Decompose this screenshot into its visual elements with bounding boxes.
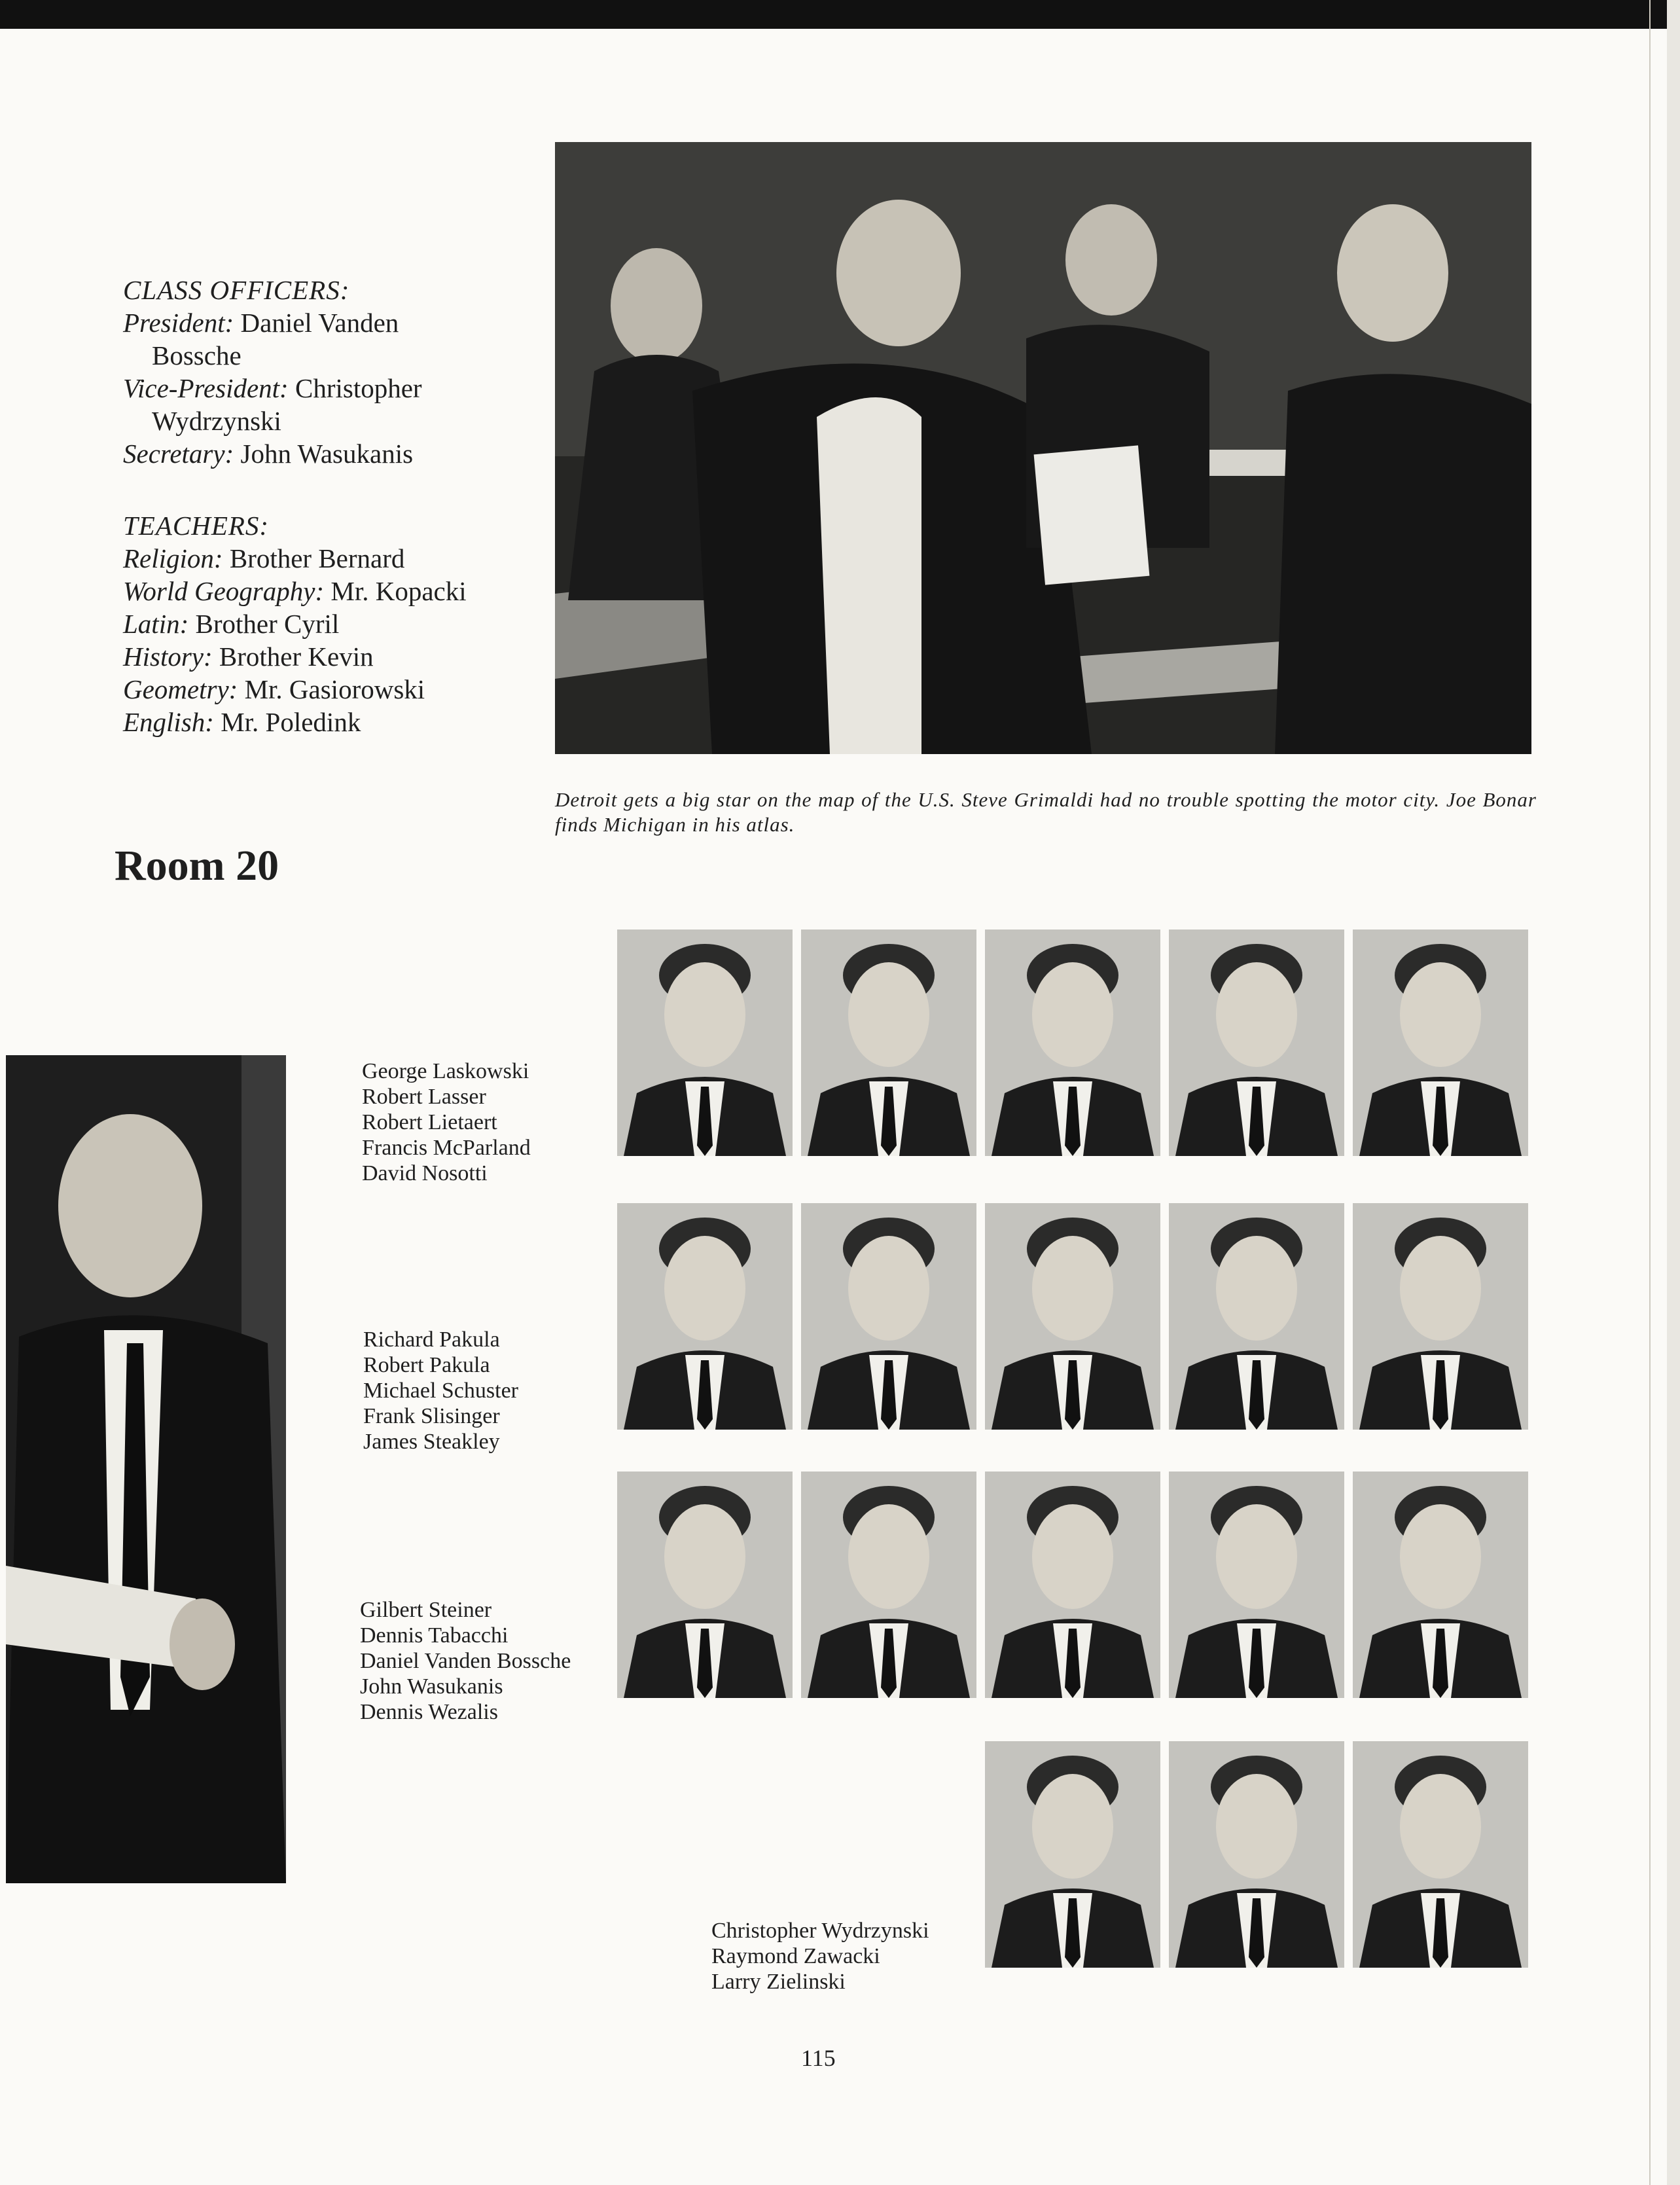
teacher-line: [123, 706, 467, 738]
student-name: Dennis Tabacchi: [360, 1623, 509, 1648]
classroom-photo-illustration: [555, 142, 1531, 754]
name-group-2: [363, 1327, 518, 1454]
student-portrait: [1169, 1741, 1344, 1968]
president-role: President:: [123, 308, 234, 338]
photo-caption: Detroit gets a big star on the map of the U.S. Steve Grimaldi had no trouble spotting the motor city. Joe Bonar finds Michigan in his atlas.: [555, 788, 1537, 836]
teacher-name: Mr. Gasiorowski: [244, 674, 425, 704]
teacher-name: Brother Cyril: [195, 609, 340, 639]
student-name: Francis McParland: [362, 1136, 531, 1160]
student-name: Richard Pakula: [363, 1327, 500, 1352]
teacher-name: Mr. Kopacki: [331, 576, 467, 606]
teacher-name: Mr. Poledink: [221, 707, 361, 737]
student-name: Daniel Vanden Bossche: [360, 1649, 571, 1673]
teacher-line: [123, 640, 467, 673]
teacher-photo: [6, 1055, 286, 1883]
student-name: Gilbert Steiner: [360, 1598, 492, 1622]
secretary-role: Secretary:: [123, 439, 234, 469]
student-portrait: [1353, 1741, 1528, 1968]
student-portrait: [801, 1203, 976, 1430]
student-portrait: [1353, 1472, 1528, 1698]
teacher-line: [123, 575, 467, 607]
secretary-name: John Wasukanis: [240, 439, 414, 469]
student-portrait: [617, 1472, 793, 1698]
teacher-subject: Latin:: [123, 609, 189, 639]
teacher-line: [123, 673, 467, 706]
student-portrait: [1169, 1472, 1344, 1698]
student-portrait: [1353, 1203, 1528, 1430]
student-portrait: [985, 1472, 1160, 1698]
secretary-line: [123, 437, 422, 470]
class-officers-heading: CLASS OFFICERS:: [123, 275, 350, 305]
classroom-photo: [555, 142, 1531, 754]
page-number: 115: [801, 2045, 836, 2071]
room-title: Room 20: [115, 842, 279, 890]
class-officers-block: [123, 274, 422, 470]
teacher-line: [123, 542, 467, 575]
student-name: Robert Lasser: [362, 1085, 486, 1109]
teacher-line: [123, 607, 467, 640]
vice-president-role: Vice-President:: [123, 373, 289, 403]
scan-top-border: [0, 0, 1680, 29]
vice-president-name-cont: Wydrzynski: [152, 406, 281, 436]
student-name: Michael Schuster: [363, 1379, 518, 1403]
student-name: David Nosotti: [362, 1161, 488, 1185]
student-portrait: [801, 1472, 976, 1698]
student-portrait: [985, 1741, 1160, 1968]
name-group-1: [362, 1058, 531, 1186]
president-name-cont: Bossche: [152, 340, 241, 370]
student-name: Raymond Zawacki: [711, 1944, 880, 1968]
teacher-name: Brother Kevin: [219, 641, 374, 672]
student-name: George Laskowski: [362, 1059, 529, 1083]
student-portrait: [985, 1203, 1160, 1430]
student-portrait: [801, 930, 976, 1156]
teacher-subject: English:: [123, 707, 214, 737]
president-line: [123, 306, 422, 339]
student-portrait: [1169, 1203, 1344, 1430]
teacher-subject: World Geography:: [123, 576, 325, 606]
student-name: Robert Pakula: [363, 1353, 490, 1377]
student-name: Larry Zielinski: [711, 1970, 846, 1994]
name-group-4: [711, 1918, 929, 1995]
student-portrait: [985, 930, 1160, 1156]
teacher-subject: History:: [123, 641, 213, 672]
scan-right-border: [1667, 0, 1680, 2185]
student-name: Frank Slisinger: [363, 1404, 500, 1428]
student-portrait: [617, 1203, 793, 1430]
vice-president-name: Christopher: [295, 373, 422, 403]
president-name: Daniel Vanden: [240, 308, 399, 338]
student-name: Christopher Wydrzynski: [711, 1919, 929, 1943]
vice-president-line: [123, 372, 422, 405]
teachers-heading: TEACHERS:: [123, 511, 270, 541]
student-name: James Steakley: [363, 1430, 500, 1454]
page-crease: [1649, 0, 1651, 2185]
student-portrait: [617, 930, 793, 1156]
name-group-3: [360, 1597, 571, 1725]
student-name: Robert Lietaert: [362, 1110, 497, 1134]
teachers-block: [123, 509, 467, 738]
teacher-name: Brother Bernard: [229, 543, 405, 573]
teacher-subject: Religion:: [123, 543, 223, 573]
teacher-subject: Geometry:: [123, 674, 238, 704]
student-portrait: [1353, 930, 1528, 1156]
student-name: John Wasukanis: [360, 1674, 503, 1699]
teacher-photo-illustration: [6, 1055, 286, 1883]
student-name: Dennis Wezalis: [360, 1700, 498, 1724]
student-portrait: [1169, 930, 1344, 1156]
